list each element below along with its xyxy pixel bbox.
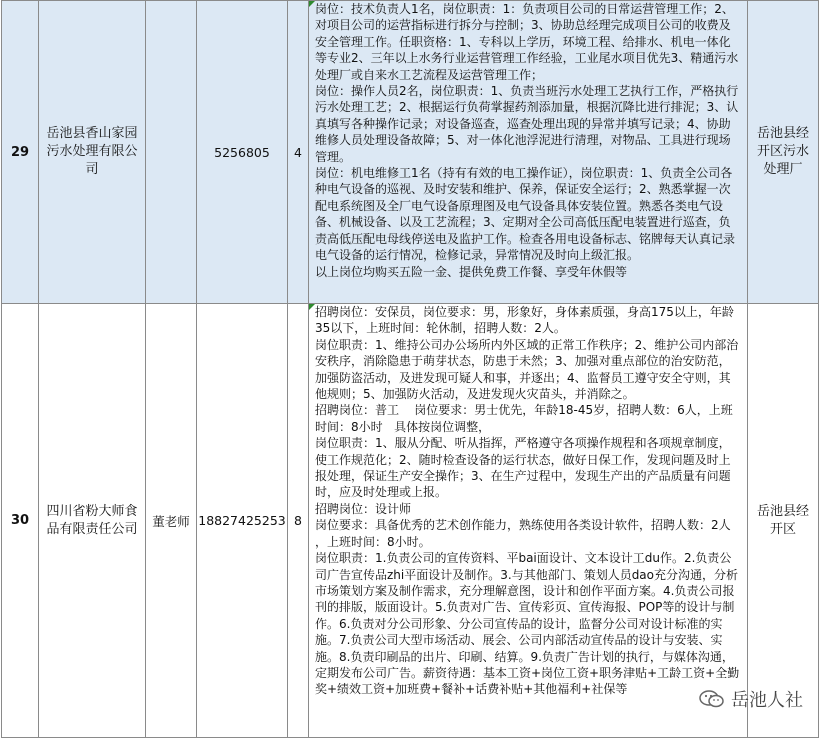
phone-number: 5256805 — [197, 1, 288, 304]
desc-paragraph: 岗位职责：1.负责公司的宣传资料、平bai面设计、文本设计工du作。2.负责公司广告宣传品zhi平面设计及制作。3.与其他部门、策划人员dao充分沟通，分析市场策划方案及制作需求，充分理解意图，设计和创作平面方案。4.负责公司报刊的排版，版面设计。5.负责对广告、宣传彩页、宣传海报、POP等的设计与制作。6.负责对分公司形象、分公司宣传品的设计，监督分公司对设计标准的实施。7.负责公司大型市场活动、展会、公司内部活动宣传品的设计与安装、实施。8.负责印刷品的出片、印刷、结算。9.负责广告计划的执行，与媒体沟通，定期发布公司广告。薪资待遇：基本工资+岗位工资+职务津贴+工龄工资+全勤奖+绩效工资+加班费+餐补+话费补贴+其他福利+社保等 — [315, 551, 740, 697]
desc-paragraph: 招聘岗位：安保员，岗位要求：男，形象好，身体素质强，身高175以上，年龄35以下，上班时间：轮休制，招聘人数：2人。 — [315, 305, 734, 336]
desc-paragraph: 招聘岗位：设计师 — [315, 501, 412, 516]
comment-marker-icon — [309, 1, 315, 7]
table-row — [2, 304, 819, 738]
contact-person: 董老师 — [146, 304, 197, 738]
work-location: 岳池县经开区污水处理厂 — [748, 1, 819, 304]
table-row — [2, 1, 819, 304]
watermark-text: 岳池人社 — [731, 690, 803, 711]
desc-paragraph: 岗位职责：1、维持公司办公场所内外区域的正常工作秩序；2、维护公司内部治安秩序，消除隐患于萌芽状态，防患于未然；3、加强对重点部位的治安防范，加强防盗活动，及进发现可疑人和事，并逐出；4、监督员工遵守安全守则，其他规则；5、加强防火活动，及进发现火灾苗头，并消除之。 — [315, 337, 739, 402]
job-description — [309, 304, 748, 738]
hiring-count: 8 — [288, 304, 309, 738]
phone-number: 18827425253 — [197, 304, 288, 738]
desc-paragraph: 岗位职责：1、服从分配、听从指挥，严格遵守各项操作规程和各项规章制度，使工作规范化；2、随时检查设备的运行状态，做好日保工作，发现问题及时上报处理，保证生产安全操作；3、在生产过程中，发现生产出的产品质量有问题时，应及时处理或上报。 — [315, 436, 731, 500]
desc-paragraph: 招聘岗位：普工 岗位要求：男士优先，年龄18-45岁，招聘人数：6人，上班时间：8小时 具体按岗位调整， — [315, 403, 733, 434]
desc-paragraph: 岗位：操作人员2名，岗位职责：1、负责当班污水处理工艺执行工作，严格执行污水处理工艺；2、根据运行负荷掌握药剂添加量，根据沉降比进行排泥；3、认真填写各种操作记录；对设备巡查，巡查处理出现的异常并填写记录；4、协助维修人员处理设备故障；5、对一体化池浮泥进行清理，对物品、工具进行现场管理。 — [315, 84, 739, 164]
watermark — [699, 686, 803, 712]
hiring-count: 4 — [288, 1, 309, 304]
desc-paragraph: 以上岗位均购买五险一金、提供免费工作餐、享受年休假等 — [315, 264, 628, 279]
desc-paragraph: 岗位：机电维修工1名（持有有效的电工操作证），岗位职责：1、负责全公司各种电气设备的巡视、及时安装和维护、保养，保证安全运行；2、熟悉掌握一次配电系统图及全厂电气设备原理图及电气设备具体安装位置。熟悉各类电气设备、机械设备、以及工艺流程；3、定期对全公司高低压配电装置进行巡查，负责高低压配电母线停送电及监护工作。检查各用电设备标志、铭牌每天认真记录电气设备的运行情况，检修记录，异常情况及时向上级汇报。 — [315, 166, 736, 263]
wechat-icon — [699, 689, 725, 709]
comment-marker-icon — [309, 304, 315, 310]
work-location: 岳池县经开区 — [748, 304, 819, 738]
desc-paragraph: 岗位：技术负责人1名，岗位职责：1：负责项目公司的日常运营管理工作；2、对项目公司的运营指标进行拆分与控制；3、协助总经理完成项目公司的收费及安全管理工作。任职资格：1、专科以上学历，环境工程、给排水、机电一体化等专业2、三年以上水务行业运营管理工作经验，工业尾水项目优先3、精通污水处理厂或自来水工艺流程及运营管理工作； — [315, 2, 739, 82]
company-name: 四川省粉大师食品有限责任公司 — [39, 304, 146, 738]
contact-person — [146, 1, 197, 304]
job-description — [309, 1, 748, 304]
row-number: 30 — [2, 304, 39, 738]
desc-paragraph: 岗位要求：具备优秀的艺术创作能力，熟练使用各类设计软件，招聘人数：2人 ，上班时间：8小时。 — [315, 518, 735, 549]
row-number: 29 — [2, 1, 39, 304]
company-name: 岳池县香山家园污水处理有限公司 — [39, 1, 146, 304]
recruitment-table — [1, 0, 819, 738]
